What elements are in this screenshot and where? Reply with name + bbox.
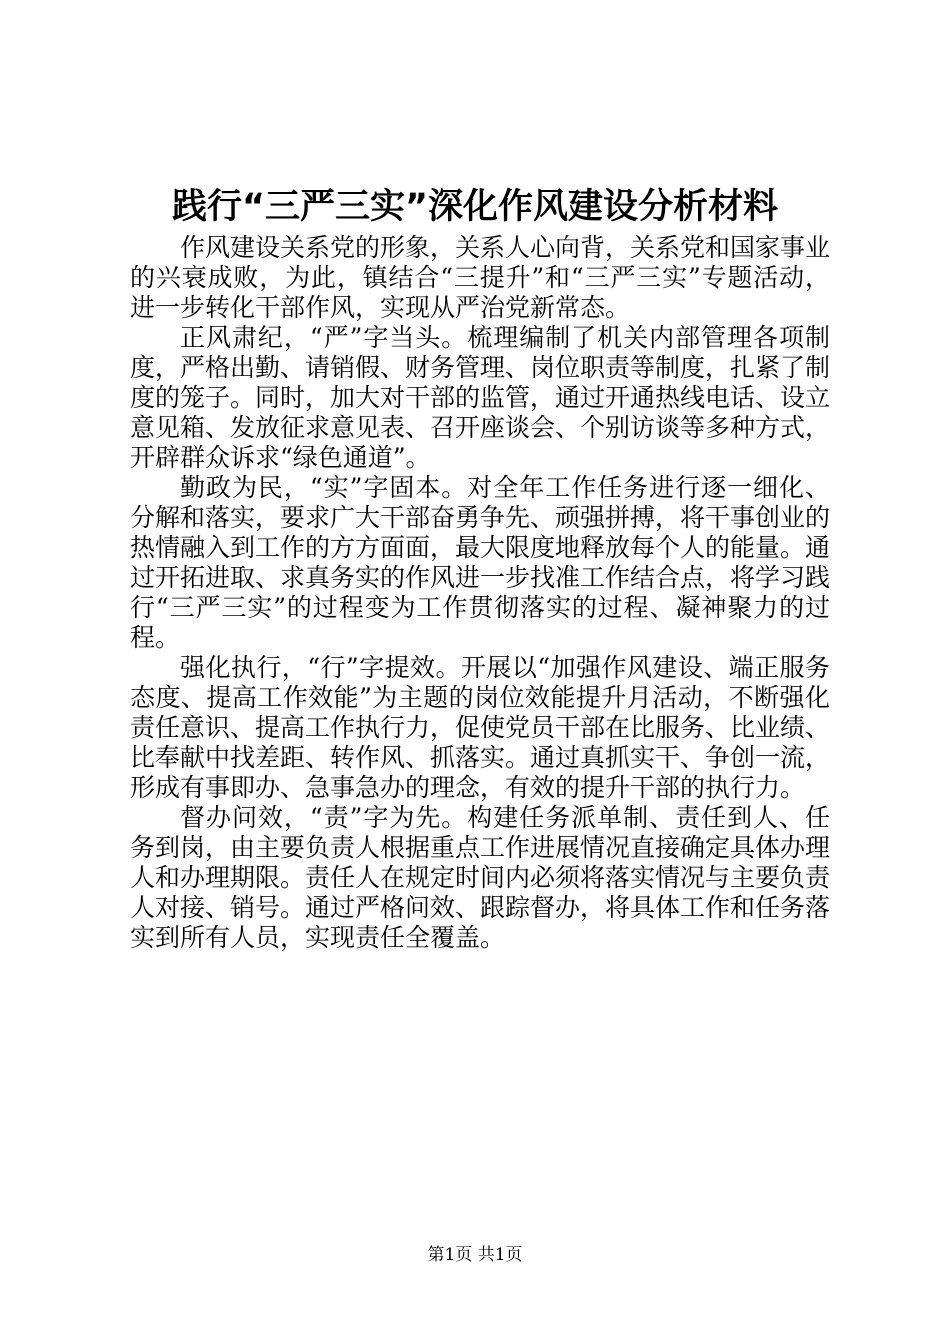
paragraph-practical: 勤政为民，“实”字固本。对全年工作任务进行逐一细化、分解和落实，要求广大干部奋勇争先、顽强拼搏，将干事创业的热情融入到工作的方方面面，最大限度地释放每个人的能量。通过开拓进取、求真务实的作风进一步找准工作结合点，将学习践行“三严三实”的过程变为工作贯彻落实的过程、凝神聚力的过程。 bbox=[130, 473, 831, 652]
page-footer: 第1页 共1页 bbox=[427, 1245, 523, 1265]
document-title: 践行“三严三实”深化作风建设分析材料 bbox=[171, 187, 778, 227]
paragraph-execution: 强化执行，“行”字提效。开展以“加强作风建设、端正服务态度、提高工作效能”为主题的岗位效能提升月活动，不断强化责任意识、提高工作执行力，促使党员干部在比服务、比业绩、比奉献中找差距、转作风、抓落实。通过真抓实干、争创一流，形成有事即办、急事急办的理念，有效的提升干部的执行力。 bbox=[130, 653, 831, 802]
paragraph-strict: 正风肃纪，“严”字当头。梳理编制了机关内部管理各项制度，严格出勤、请销假、财务管理、岗位职责等制度，扎紧了制度的笼子。同时，加大对干部的监管，通过开通热线电话、设立意见箱、发放征求意见表、召开座谈会、个别访谈等多种方式，开辟群众诉求“绿色通道”。 bbox=[130, 323, 831, 472]
paragraph-intro: 作风建设关系党的形象，关系人心向背，关系党和国家事业的兴衰成败，为此，镇结合“三提升”和“三严三实”专题活动，进一步转化干部作风，实现从严治党新常态。 bbox=[130, 233, 831, 322]
paragraph-responsibility: 督办问效，“责”字为先。构建任务派单制、责任到人、任务到岗，由主要负责人根据重点工作进展情况直接确定具体办理人和办理期限。责任人在规定时间内必须将落实情况与主要负责人对接、销号。通过严格问效、跟踪督办，将具体工作和任务落实到所有人员，实现责任全覆盖。 bbox=[130, 803, 831, 952]
document-body bbox=[130, 233, 830, 953]
